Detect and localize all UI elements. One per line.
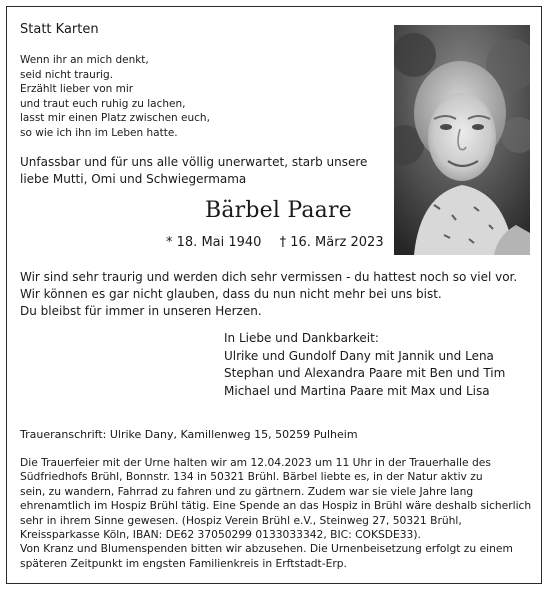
family-line: Ulrike und Gundolf Dany mit Jannik und Lena: [224, 348, 494, 363]
details-line: Kreissparkasse Köln, IBAN: DE62 37050299 0133033342, BIC: COKSDE33).: [20, 528, 421, 542]
poem-line: und traut euch ruhig zu lachen,: [20, 97, 186, 110]
intro-text: [20, 154, 367, 188]
poem-line: lasst mir einen Platz zwischen euch,: [20, 112, 210, 125]
mourning-address: Traueranschrift: Ulrike Dany, Kamillenweg 15, 50259 Pulheim: [20, 428, 358, 441]
deceased-name: Bärbel Paare: [205, 198, 352, 223]
header-statt-karten: Statt Karten: [20, 22, 99, 37]
poem-line: seid nicht traurig.: [20, 68, 114, 81]
intro-line: liebe Mutti, Omi und Schwiegermama: [20, 172, 247, 186]
intro-line: Unfassbar und für uns alle völlig unerwartet, starb unsere: [20, 155, 368, 169]
poem: [20, 53, 210, 141]
portrait-photo: [394, 25, 530, 255]
details-line: Von Kranz und Blumenspenden bitten wir abzusehen. Die Urnenbeisetzung erfolgt zu einem: [20, 542, 513, 556]
grief-line: Du bleibst für immer in unseren Herzen.: [20, 304, 262, 318]
family-signatures: [224, 330, 505, 400]
details-line: späteren Zeitpunkt im engsten Familienkreis in Erftstadt-Erp.: [20, 556, 347, 570]
details-line: ehrenamtlich im Hospiz Brühl tätig. Eine Spende an das Hospiz in Brühl wäre deshalb sicherlich: [20, 499, 532, 513]
grief-line: Wir sind sehr traurig und werden dich sehr vermissen - du hattest noch so viel vor.: [20, 270, 518, 284]
poem-line: Erzählt lieber von mir: [20, 83, 134, 96]
details-line: sein, zu wandern, Fahrrad zu fahren und zu gärtnern. Zudem war sie viele Jahre lang: [20, 484, 474, 498]
poem-line: so wie ich ihn im Leben hatte.: [20, 126, 178, 139]
details-line: Südfriedhofs Brühl, Bonnstr. 134 in 50321 Brühl. Bärbel liebte es, in der Natur aktiv zu: [20, 470, 483, 484]
grief-line: Wir können es gar nicht glauben, dass du nun nicht mehr bei uns bist.: [20, 287, 442, 301]
birth-date: * 18. Mai 1940: [166, 235, 262, 250]
family-line: Stephan und Alexandra Paare mit Ben und Tim: [224, 366, 506, 380]
death-date: † 16. März 2023: [279, 235, 384, 250]
family-line: In Liebe und Dankbarkeit:: [224, 331, 379, 345]
funeral-details: [20, 456, 530, 571]
family-line: Michael und Martina Paare mit Max und Lisa: [224, 383, 490, 398]
poem-line: Wenn ihr an mich denkt,: [20, 54, 149, 66]
details-line: Die Trauerfeier mit der Urne halten wir am 12.04.2023 um 11 Uhr in der Trauerhalle des: [20, 456, 491, 469]
grief-text: [20, 269, 517, 320]
details-line: sehr in ihrem Sinne gewesen. (Hospiz Verein Brühl e.V., Steinweg 27, 50321 Brühl,: [20, 513, 462, 527]
life-dates: [166, 235, 398, 250]
